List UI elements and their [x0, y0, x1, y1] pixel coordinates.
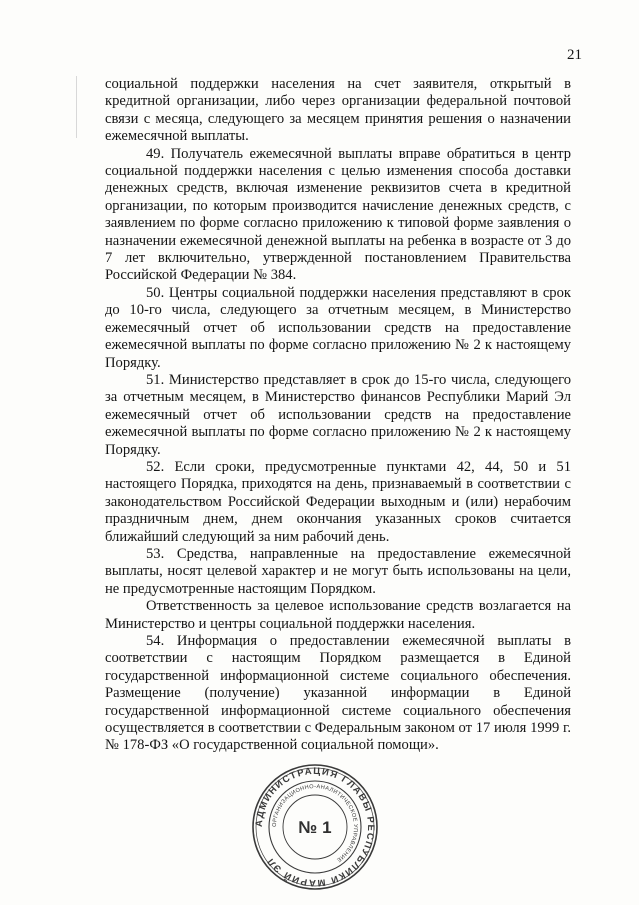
paragraph-48-continuation: социальной поддержки населения на счет заявителя, открытый в кредитной организации, либо через организации федеральной почтовой связи с месяца, следующего за месяцем принятия решения о назначении ежемесячной выплаты.: [105, 76, 571, 145]
official-seal-stamp: [250, 762, 380, 892]
paragraph-53: 53. Средства, направленные на предоставление ежемесячной выплаты, носят целевой характер и не могут быть использованы на цели, не предусмотренные настоящим Порядком.: [105, 545, 571, 597]
paragraph-50: 50. Центры социальной поддержки населения представляют в срок до 10-го числа, следующего за отчетным месяцем, в Министерство ежемесячный отчет об использовании средств на предоставление ежемесячной выплаты по форме согласно приложению № 2 к настоящему Порядку.: [105, 284, 571, 371]
document-body: [105, 76, 571, 755]
paragraph-51: 51. Министерство представляет в срок до 15-го числа, следующего за отчетным месяцем, в Министерство финансов Республики Марий Эл ежемесячный отчет об использовании средств на предоставление ежемесячной выплаты по форме согласно приложению № 2 к настоящему Порядку.: [105, 371, 571, 458]
seal-inner-lettering: ОРГАНИЗАЦИОННО-АНАЛИТИЧЕСКОЕ УПРАВЛЕНИЕ: [271, 783, 359, 863]
paragraph-52: 52. Если сроки, предусмотренные пунктами 42, 44, 50 и 51 настоящего Порядка, приходятся на день, признаваемый в соответствии с законодательством Российской Федерации выходным и (или) нерабочим праздничным днем, днем окончания указанных сроков считается ближайший следующий за ним рабочий день.: [105, 458, 571, 545]
paragraph-53-responsibility: Ответственность за целевое использование средств возлагается на Министерство и центры социальной поддержки населения.: [105, 598, 571, 632]
paragraph-54: 54. Информация о предоставлении ежемесячной выплаты в соответствии с настоящим Порядком размещается в Единой государственной информационной системе социального обеспечения. Размещение (получение) указанной информации в Единой государственной информационной системе социального обеспечения осуществляется в соответствии с Федеральным законом от 17 июля 1999 г. № 178-ФЗ «О государственной социальной помощи».: [105, 633, 571, 754]
seal-center-number: № 1: [298, 818, 332, 837]
page-number: 21: [567, 47, 582, 63]
paragraph-49: 49. Получатель ежемесячной выплаты вправе обратиться в центр социальной поддержки населения с целью изменения способа доставки денежных средств, включая изменение реквизитов счета в кредитной организации, по которым производится начисление денежных средств, с заявлением по форме согласно приложению к типовой форме заявления о назначении ежемесячной денежной выплаты на ребенка в возрасте от 3 до 7 лет включительно, утвержденной постановлением Правительства Российской Федерации № 384.: [105, 145, 571, 284]
scan-margin-mark: [76, 76, 77, 138]
seal-outer-lettering: АДМИНИСТРАЦИЯ ГЛАВЫ РЕСПУБЛИКИ МАРИЙ ЭЛ: [253, 765, 377, 889]
